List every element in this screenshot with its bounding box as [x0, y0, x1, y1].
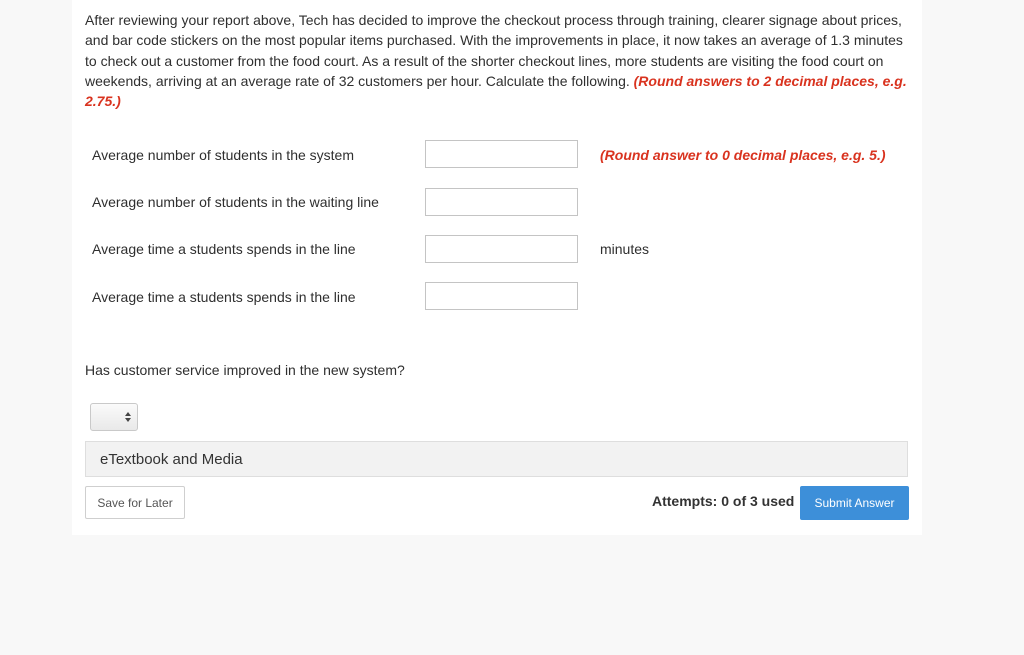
select-arrows-icon	[124, 410, 132, 424]
row-note-round-zero: (Round answer to 0 decimal places, e.g. 5.)	[600, 147, 886, 163]
students-in-waiting-line-input[interactable]	[425, 188, 578, 216]
question-card	[72, 0, 922, 535]
etextbook-media-label: eTextbook and Media	[100, 451, 243, 468]
time-in-line-input[interactable]	[425, 235, 578, 263]
problem-statement	[85, 10, 915, 111]
time-in-line-input-2[interactable]	[425, 282, 578, 310]
service-improved-question: Has customer service improved in the new system?	[85, 362, 405, 378]
row-label-time-in-line-2: Average time a students spends in the line	[92, 289, 356, 305]
rounding-note: (Round answers to 2 decimal places, e.g. 2.75.)	[85, 72, 907, 110]
row-label-students-in-waiting-line: Average number of students in the waiting line	[92, 194, 379, 210]
problem-text: After reviewing your report above, Tech has decided to improve the checkout process through training, clearer signage about prices, and bar code stickers on the most popular items purchased. With the improvements in place, it now takes an average of 1.3 minutes to check out a customer from the food court. As a result of the shorter checkout lines, more students are visiting the food court on weekends, arriving at an average rate of 32 customers per hour. Calculate the following.	[85, 12, 903, 89]
attempts-counter: Attempts: 0 of 3 used	[652, 493, 795, 509]
submit-answer-button[interactable]: Submit Answer	[800, 486, 909, 520]
save-for-later-button[interactable]: Save for Later	[85, 486, 185, 519]
row-label-time-in-line: Average time a students spends in the line	[92, 241, 356, 257]
row-unit-minutes: minutes	[600, 241, 650, 257]
row-label-students-in-system: Average number of students in the system	[92, 147, 354, 163]
students-in-system-input[interactable]	[425, 140, 578, 168]
etextbook-media-bar[interactable]	[85, 441, 908, 477]
service-improved-select[interactable]	[90, 403, 138, 431]
